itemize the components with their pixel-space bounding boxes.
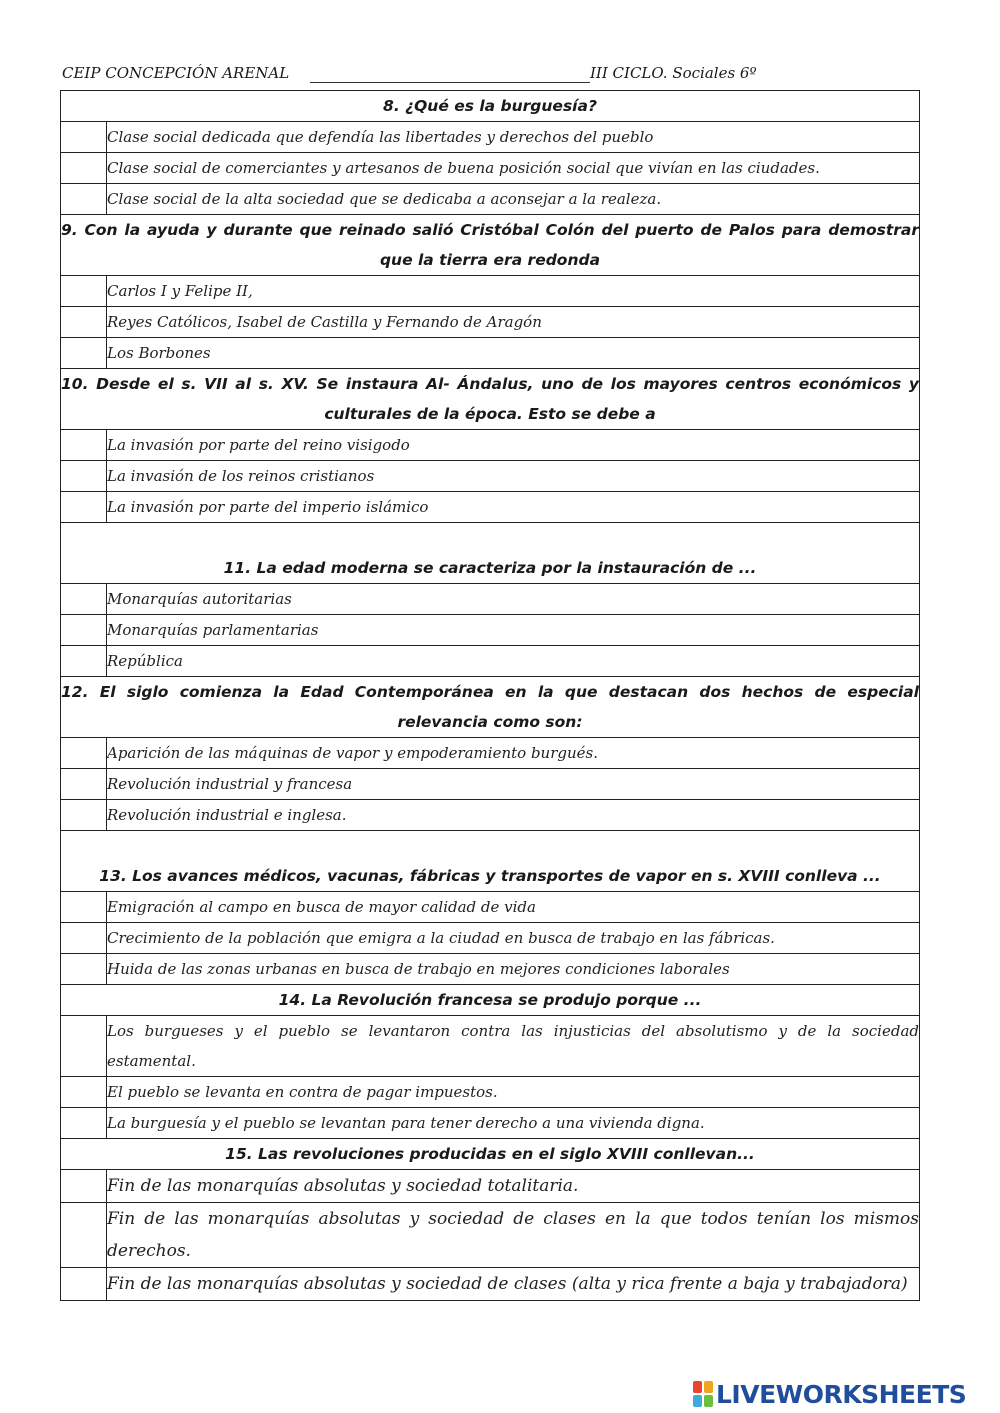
question-11-text: 11. La edad moderna se caracteriza por la instauración de ... [61, 523, 920, 584]
question-9-text: 9. Con la ayuda y durante que reinado salió Cristóbal Colón del puerto de Palos para demostrar que la tierra era redonda [61, 215, 920, 276]
quiz-table [60, 90, 920, 1301]
option-text: Fin de las monarquías absolutas y sociedad de clases en la que todos tenían los mismos derechos. [107, 1203, 920, 1268]
answer-checkbox[interactable] [61, 615, 107, 646]
option-row[interactable] [61, 1108, 920, 1139]
option-row[interactable] [61, 461, 920, 492]
option-text: Crecimiento de la población que emigra a la ciudad en busca de trabajo en las fábricas. [107, 923, 920, 954]
answer-checkbox[interactable] [61, 584, 107, 615]
option-text: República [107, 646, 920, 677]
option-text: Huida de las zonas urbanas en busca de trabajo en mejores condiciones laborales [107, 954, 920, 985]
answer-checkbox[interactable] [61, 769, 107, 800]
liveworksheets-brand[interactable] [693, 1378, 966, 1410]
option-text: Revolución industrial y francesa [107, 769, 920, 800]
option-row[interactable] [61, 800, 920, 831]
option-row[interactable] [61, 584, 920, 615]
answer-checkbox[interactable] [61, 307, 107, 338]
question-row [61, 523, 920, 584]
option-row[interactable] [61, 738, 920, 769]
answer-checkbox[interactable] [61, 738, 107, 769]
answer-checkbox[interactable] [61, 646, 107, 677]
option-row[interactable] [61, 1203, 920, 1268]
option-text: Los burgueses y el pueblo se levantaron contra las injusticias del absolutismo y de la sociedad estamental. [107, 1016, 920, 1077]
option-text: Clase social dedicada que defendía las libertades y derechos del pueblo [107, 122, 920, 153]
option-row[interactable] [61, 153, 920, 184]
brand-text: LIVEWORKSHEETS [716, 1379, 967, 1409]
option-row[interactable] [61, 923, 920, 954]
logo-tile [693, 1381, 702, 1393]
option-row[interactable] [61, 338, 920, 369]
question-row [61, 831, 920, 892]
option-row[interactable] [61, 184, 920, 215]
answer-checkbox[interactable] [61, 1108, 107, 1139]
page-header [60, 62, 920, 86]
answer-checkbox[interactable] [61, 461, 107, 492]
answer-checkbox[interactable] [61, 276, 107, 307]
option-text: Revolución industrial e inglesa. [107, 800, 920, 831]
answer-checkbox[interactable] [61, 1016, 107, 1077]
option-row[interactable] [61, 615, 920, 646]
question-8-text: 8. ¿Qué es la burguesía? [61, 91, 920, 122]
option-text: Clase social de comerciantes y artesanos de buena posición social que vivían en las ciudades. [107, 153, 920, 184]
option-row[interactable] [61, 646, 920, 677]
option-text: Monarquías autoritarias [107, 584, 920, 615]
option-text: Carlos I y Felipe II, [107, 276, 920, 307]
option-text: Reyes Católicos, Isabel de Castilla y Fernando de Aragón [107, 307, 920, 338]
option-text: La burguesía y el pueblo se levantan para tener derecho a una vivienda digna. [107, 1108, 920, 1139]
answer-checkbox[interactable] [61, 1268, 107, 1301]
answer-checkbox[interactable] [61, 954, 107, 985]
question-row [61, 215, 920, 276]
option-text: El pueblo se levanta en contra de pagar impuestos. [107, 1077, 920, 1108]
answer-checkbox[interactable] [61, 1203, 107, 1268]
option-row[interactable] [61, 1077, 920, 1108]
liveworksheets-logo-icon [693, 1381, 713, 1407]
option-row[interactable] [61, 1170, 920, 1203]
option-text: Monarquías parlamentarias [107, 615, 920, 646]
header-rule [310, 82, 590, 83]
answer-checkbox[interactable] [61, 122, 107, 153]
logo-tile [704, 1381, 713, 1393]
option-row[interactable] [61, 122, 920, 153]
option-text: Fin de las monarquías absolutas y sociedad de clases (alta y rica frente a baja y trabajadora) [107, 1268, 920, 1301]
question-row [61, 985, 920, 1016]
option-text: Clase social de la alta sociedad que se dedicaba a aconsejar a la realeza. [107, 184, 920, 215]
answer-checkbox[interactable] [61, 800, 107, 831]
option-row[interactable] [61, 954, 920, 985]
option-text: La invasión por parte del reino visigodo [107, 430, 920, 461]
option-row[interactable] [61, 1016, 920, 1077]
answer-checkbox[interactable] [61, 492, 107, 523]
answer-checkbox[interactable] [61, 184, 107, 215]
option-row[interactable] [61, 492, 920, 523]
option-text: Los Borbones [107, 338, 920, 369]
option-text: La invasión de los reinos cristianos [107, 461, 920, 492]
question-12-text: 12. El siglo comienza la Edad Contemporánea en la que destacan dos hechos de especial relevancia como son: [61, 677, 920, 738]
option-text: La invasión por parte del imperio islámico [107, 492, 920, 523]
option-row[interactable] [61, 892, 920, 923]
answer-checkbox[interactable] [61, 1170, 107, 1203]
logo-tile [704, 1395, 713, 1407]
answer-checkbox[interactable] [61, 338, 107, 369]
question-row [61, 369, 920, 430]
answer-checkbox[interactable] [61, 923, 107, 954]
answer-checkbox[interactable] [61, 430, 107, 461]
answer-checkbox[interactable] [61, 892, 107, 923]
option-row[interactable] [61, 769, 920, 800]
school-name: CEIP CONCEPCIÓN ARENAL [62, 64, 290, 82]
course-label: III CICLO. Sociales 6º [590, 64, 757, 82]
question-row [61, 1139, 920, 1170]
option-row[interactable] [61, 276, 920, 307]
question-14-text: 14. La Revolución francesa se produjo porque ... [61, 985, 920, 1016]
option-text: Emigración al campo en busca de mayor calidad de vida [107, 892, 920, 923]
question-row [61, 677, 920, 738]
answer-checkbox[interactable] [61, 153, 107, 184]
question-13-text: 13. Los avances médicos, vacunas, fábricas y transportes de vapor en s. XVIII conlleva ... [61, 831, 920, 892]
option-text: Aparición de las máquinas de vapor y empoderamiento burgués. [107, 738, 920, 769]
option-row[interactable] [61, 430, 920, 461]
answer-checkbox[interactable] [61, 1077, 107, 1108]
logo-tile [693, 1395, 702, 1407]
option-text: Fin de las monarquías absolutas y sociedad totalitaria. [107, 1170, 920, 1203]
question-15-text: 15. Las revoluciones producidas en el siglo XVIII conllevan... [61, 1139, 920, 1170]
question-10-text: 10. Desde el s. VII al s. XV. Se instaura Al- Ándalus, uno de los mayores centros económicos y culturales de la época. Esto se debe a [61, 369, 920, 430]
option-row[interactable] [61, 1268, 920, 1301]
question-row [61, 91, 920, 122]
option-row[interactable] [61, 307, 920, 338]
